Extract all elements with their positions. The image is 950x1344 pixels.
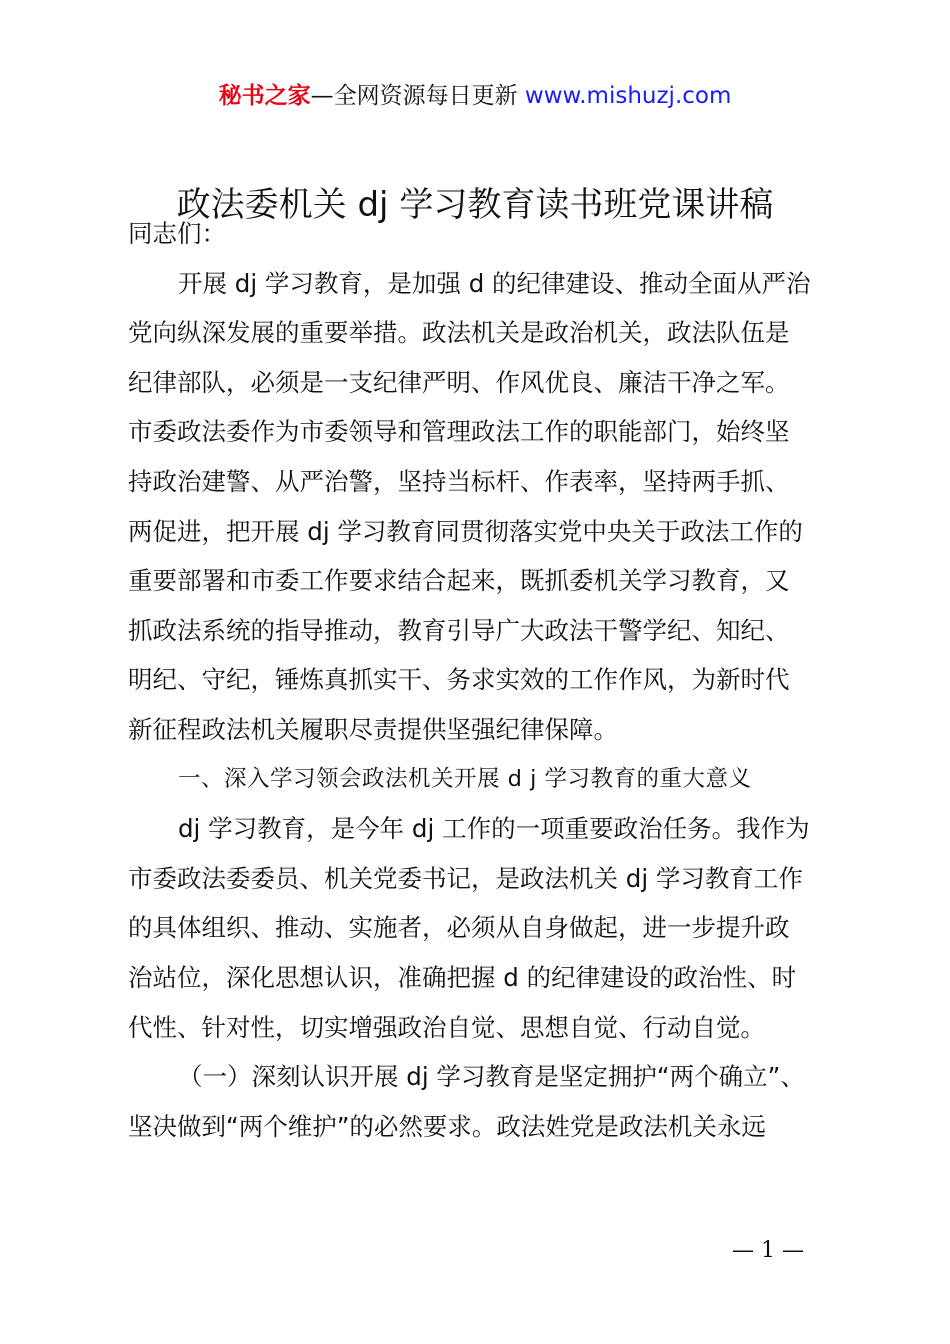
paragraph-line: 重要部署和市委工作要求结合起来，既抓委机关学习教育，又 [128, 566, 790, 596]
paragraph-line: 治站位，深化思想认识，准确把握 d 的纪律建设的政治性、时 [128, 962, 797, 992]
page-number: — 1 — [732, 1238, 804, 1263]
site-header [0, 78, 950, 114]
paragraph-line: 市委政法委委员、机关党委书记，是政法机关 dj 学习教育工作 [128, 863, 803, 893]
document-body [128, 209, 834, 1151]
paragraph-line: 纪律部队，必须是一支纪律严明、作风优良、廉洁干净之军。 [128, 367, 790, 397]
paragraph-line: 市委政法委作为市委领导和管理政法工作的职能部门，始终坚 [128, 417, 790, 447]
paragraph-line: 两促进，把开展 dj 学习教育同贯彻落实党中央关于政法工作的 [128, 516, 803, 546]
subsection-heading-line: （一）深刻认识开展 dj 学习教育是坚定拥护“两个确立”、 [178, 1062, 805, 1092]
paragraph-line: 的具体组织、推动、实施者，必须从自身做起，进一步提升政 [128, 913, 790, 943]
paragraph-line: 代性、针对性，切实增强政治自觉、思想自觉、行动自觉。 [128, 1012, 765, 1042]
salutation-line: 同志们： [128, 219, 226, 248]
paragraph-line: 明纪、守纪，锤炼真抓实干、务求实效的工作作风，为新时代 [128, 665, 790, 695]
paragraph-line: 新征程政法机关履职尽责提供坚强纪律保障。 [128, 714, 618, 744]
paragraph-line: 党向纵深发展的重要举措。政法机关是政治机关，政法队伍是 [128, 318, 790, 348]
paragraph-line: 持政治建警、从严治警，坚持当标杆、作表率，坚持两手抓、 [128, 466, 790, 496]
brand-name: 秘书之家 [218, 83, 311, 109]
paragraph-line: 坚决做到“两个维护”的必然要求。政法姓党是政法机关永远 [128, 1111, 766, 1141]
site-link[interactable]: www.mishuzj.com [524, 83, 732, 109]
header-tagline: —全网资源每日更新 [310, 83, 518, 109]
document-title: 政法委机关 dj 学习教育读书班党课讲稿 [176, 185, 774, 225]
paragraph-line: 抓政法系统的指导推动，教育引导广大政法干警学纪、知纪、 [128, 615, 790, 645]
section-heading: 一、深入学习领会政法机关开展 d j 学习教育的重大意义 [178, 765, 752, 792]
paragraph-line: dj 学习教育，是今年 dj 工作的一项重要政治任务。我作为 [178, 814, 810, 844]
paragraph-line: 开展 dj 学习教育，是加强 d 的纪律建设、推动全面从严治 [178, 268, 811, 298]
